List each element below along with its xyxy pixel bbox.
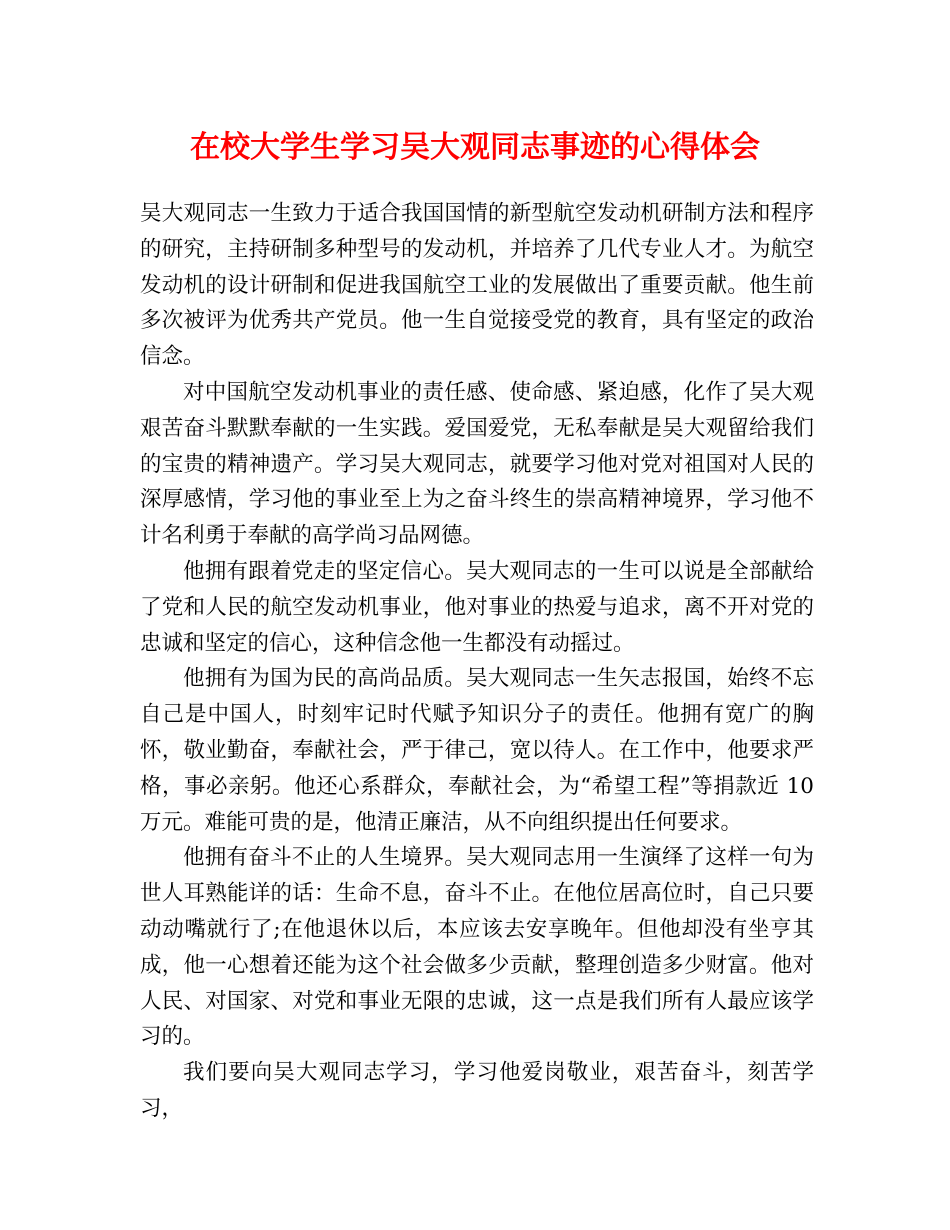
paragraph-3: 他拥有跟着党走的坚定信心。吴大观同志的一生可以说是全部献给了党和人民的航空发动机事业，他对事业的热爱与追求，离不开对党的忠诚和坚定的信心，这种信念他一生都没有动摇过。 <box>140 558 814 656</box>
paragraph-4: 他拥有为国为民的高尚品质。吴大观同志一生矢志报国，始终不忘自己是中国人，时刻牢记时代赋予知识分子的责任。他拥有宽广的胸怀，敬业勤奋，奉献社会，严于律己，宽以待人。在工作中，他要求严格，事必亲躬。他还心系群众，奉献社会，为“希望工程”等捐款近 10 万元。难能可贵的是，他清正廉洁，从不向组织提出任何要求。 <box>140 666 814 835</box>
paragraph-2: 对中国航空发动机事业的责任感、使命感、紧迫感，化作了吴大观艰苦奋斗默默奉献的一生实践。爱国爱党，无私奉献是吴大观留给我们的宝贵的精神遗产。学习吴大观同志，就要学习他对党对祖国对人民的深厚感情，学习他的事业至上为之奋斗终生的崇高精神境界，学习他不计名利勇于奉献的高学尚习品网德。 <box>140 379 814 549</box>
paragraph-1: 吴大观同志一生致力于适合我国国情的新型航空发动机研制方法和程序的研究，主持研制多种型号的发动机，并培养了几代专业人才。为航空发动机的设计研制和促进我国航空工业的发展做出了重要贡献。他生前多次被评为优秀共产党员。他一生自觉接受党的教育，具有坚定的政治信念。 <box>140 201 814 370</box>
page-title: 在校大学生学习吴大观同志事迹的心得体会 <box>190 130 760 165</box>
paragraph-5: 他拥有奋斗不止的人生境界。吴大观同志用一生演绎了这样一句为世人耳熟能详的话：生命不息，奋斗不止。在他位居高位时，自己只要动动嘴就行了;在他退休以后，本应该去安享晚年。但他却没有坐亨其成，他一心想着还能为这个社会做多少贡献，整理创造多少财富。他对人民、对国家、对党和事业无限的忠诚，这一点是我们所有人最应该学习的。 <box>140 845 814 1050</box>
document-body <box>140 196 814 1127</box>
paragraph-6: 我们要向吴大观同志学习，学习他爱岗敬业，艰苦奋斗，刻苦学习， <box>140 1060 814 1121</box>
